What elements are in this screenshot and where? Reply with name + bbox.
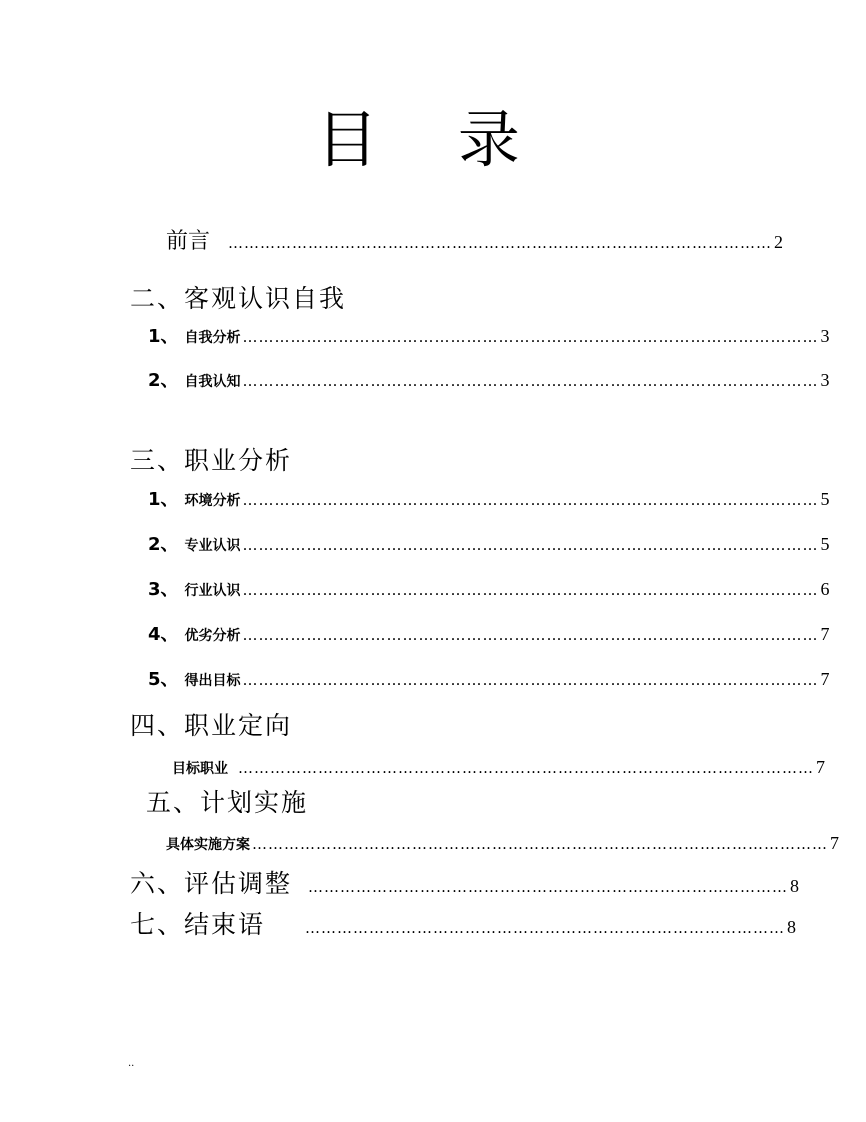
entry-index: 3、: [148, 579, 179, 600]
toc-entry[interactable]: [148, 620, 830, 646]
toc-entry-label: 行业认识: [184, 583, 241, 599]
dot-leader: ………………………………………………………………………………………………: [242, 626, 819, 644]
toc-entry[interactable]: [148, 322, 830, 348]
toc-title: 目 录: [316, 103, 550, 176]
toc-entry-page: 8: [787, 917, 797, 937]
toc-entry-label: 自我分析: [184, 330, 241, 346]
toc-entry-conclusion[interactable]: [130, 905, 797, 941]
toc-entry-page: 7: [816, 757, 825, 777]
section-heading: 四、职业定向: [130, 711, 293, 740]
entry-index: 1、: [148, 326, 179, 347]
toc-entry-page: 7: [830, 833, 839, 853]
toc-entry-label: 自我认知: [184, 374, 241, 390]
toc-entry[interactable]: [148, 530, 830, 556]
entry-index: 4、: [148, 624, 179, 645]
toc-entry-page: 2: [774, 232, 784, 252]
dot-leader: ………………………………………………………………………………………………: [242, 581, 819, 599]
entry-index: 5、: [148, 669, 179, 690]
toc-entry[interactable]: [148, 665, 830, 691]
toc-entry-label: 目标职业: [172, 761, 228, 777]
entry-index: 2、: [148, 370, 179, 391]
toc-entry-label: 得出目标: [184, 673, 241, 689]
dot-leader: ………………………………………………………………………………………………: [242, 671, 819, 689]
entry-index: 2、: [148, 534, 179, 555]
dot-leader: ………………………………………………………………………………………………: [242, 372, 819, 390]
toc-entry-page: 7: [820, 669, 830, 689]
toc-entry[interactable]: [166, 833, 839, 854]
toc-entry[interactable]: [148, 366, 830, 392]
toc-entry-evaluation[interactable]: [130, 864, 800, 900]
section-heading: 三、职业分析: [130, 446, 293, 475]
dot-leader: ………………………………………………………………………………………………: [242, 328, 819, 346]
toc-entry-label: 具体实施方案: [166, 837, 250, 853]
toc-entry-page: 5: [820, 534, 830, 554]
dot-leader: ………………………………………………………………………………: [305, 919, 786, 937]
dot-leader: ………………………………………………………………………………………………: [242, 536, 819, 554]
toc-entry-page: 7: [820, 624, 830, 644]
dot-leader: …………………………………………………………………………………………: [228, 234, 773, 252]
toc-entry-label: 前言: [166, 229, 211, 254]
toc-entry-page: 3: [820, 370, 830, 390]
toc-entry-preface[interactable]: [166, 224, 784, 255]
toc-entry-page: 8: [790, 876, 800, 896]
toc-entry-page: 6: [820, 579, 830, 599]
toc-entry-page: 5: [820, 489, 830, 509]
toc-entry-label: 专业认识: [184, 538, 241, 554]
toc-entry-label: 优劣分析: [184, 628, 241, 644]
toc-entry-label: 环境分析: [184, 493, 241, 509]
section-heading: 二、客观认识自我: [130, 284, 347, 313]
section-heading: 五、计划实施: [146, 788, 309, 817]
footer-mark: ..: [128, 1058, 135, 1069]
dot-leader: ………………………………………………………………………………………………: [238, 759, 814, 777]
toc-entry[interactable]: [172, 757, 825, 778]
toc-entry-page: 3: [820, 326, 830, 346]
entry-index: 1、: [148, 489, 179, 510]
dot-leader: ………………………………………………………………………………………………: [252, 835, 828, 853]
dot-leader: ………………………………………………………………………………: [308, 878, 789, 896]
toc-entry[interactable]: [148, 485, 830, 511]
toc-entry[interactable]: [148, 575, 830, 601]
dot-leader: ………………………………………………………………………………………………: [242, 491, 819, 509]
toc-entry-label: 七、结束语: [130, 910, 266, 939]
toc-entry-label: 六、评估调整: [130, 869, 293, 898]
